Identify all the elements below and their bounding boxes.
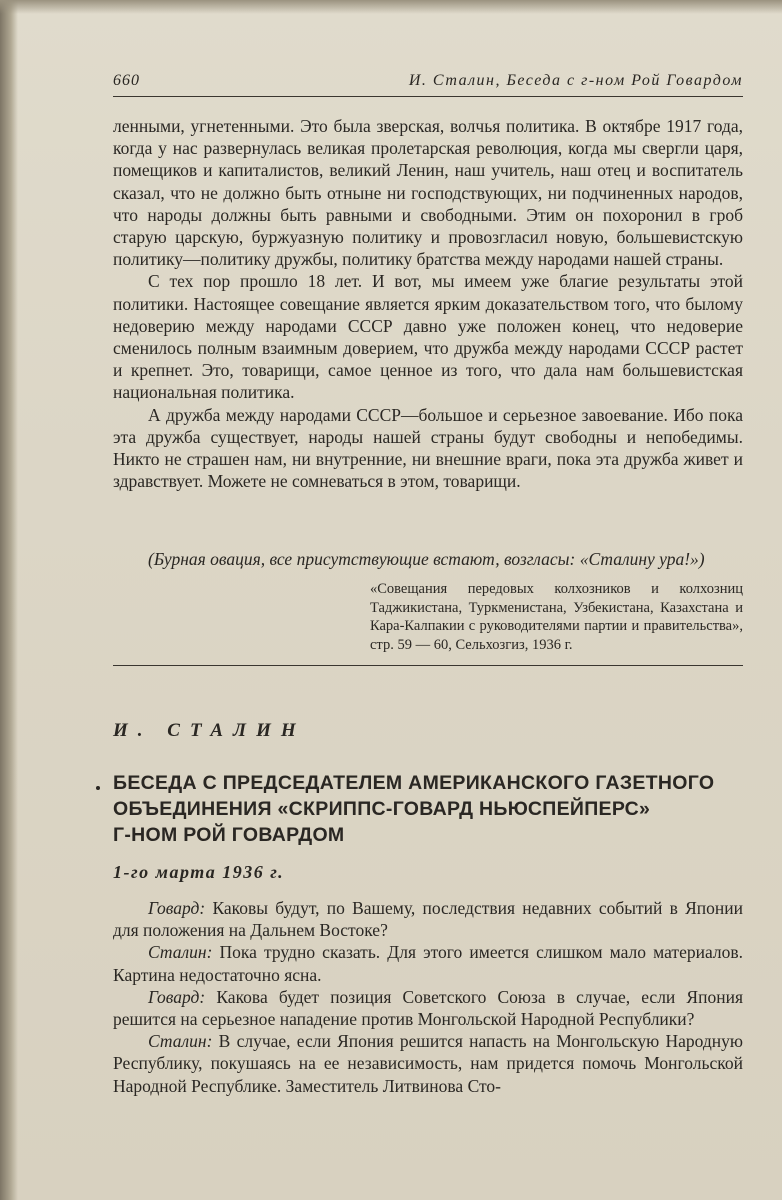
dialogue-line [113,1030,743,1097]
dialogue-text: Какова будет позиция Советского Союза в случае, если Япония решится на серьезное нападение против Монгольской Народной Республики? [113,986,743,1030]
speech-continuation [113,115,743,492]
title-line-2: ОБЪЕДИНЕНИЯ «СКРИППС-ГОВАРД НЬЮСПЕЙПЕРС» [113,798,651,820]
article-author: И. СТАЛИН [113,720,306,741]
dialogue-line [113,941,743,985]
ovation-note: (Бурная овация, все присутствующие встают, возгласы: «Сталину ура!») [148,549,705,569]
article-date: 1-го марта 1936 г. [113,862,285,882]
running-title: И. Сталин, Беседа с г-ном Рой Говардом [408,72,743,89]
title-line-3: Г-НОМ РОЙ ГОВАРДОМ [113,824,345,846]
article-title [113,770,753,848]
title-line-1: БЕСЕДА С ПРЕДСЕДАТЕЛЕМ АМЕРИКАНСКОГО ГАЗЕТНОГО [113,772,715,794]
paragraph-1: ленными, угнетенными. Это была зверская, волчья политика. В октябре 1917 года, когда у нас развернулась великая пролетарская революция, когда мы свергли царя, помещиков и капиталистов, великий Ленин, наш учитель, наш отец и воспитатель сказал, что не должно быть отныне ни господствующих, ни подчиненных народов, что народы должны быть равными и свободными. Этим он похоронил в гроб старую царскую, буржуазную политику и провозгласил новую, большевистскую политику—политику дружбы, политику братства между народами нашей страны. [113,116,743,270]
interview-dialogue [113,897,743,1097]
section-divider [113,665,743,666]
page-number: 660 [113,72,140,89]
page-top-shadow [0,0,782,14]
dialogue-text: В случае, если Япония решится напасть на Монгольскую Народную Республику, покушаясь на ее независимость, нам придется помочь Монгольской Народной Республике. Заместитель Литвинова Сто- [113,1031,743,1096]
source-citation: «Совещания передовых колхозников и колхозниц Таджикистана, Туркменистана, Узбекистана, Казахстана и Кара-Калпакии с руководителями партии и правительства», стр. 59 — 60, Сельхозгиз, 1936 г. [370,581,743,653]
paragraph-2: С тех пор прошло 18 лет. И вот, мы имеем уже благие результаты этой политики. Настоящее совещание является ярким доказательством того, что былому недоверию между народами СССР давно уже положен конец, что недоверие сменилось полным взаимным доверием, что дружба между народами СССР растет и крепнет. Это, товарищи, самое ценное из того, что дала нам большевистская национальная политика. [113,271,743,403]
dialogue-line [113,986,743,1030]
paragraph-3: А дружба между народами СССР—большое и серьезное завоевание. Ибо пока эта дружба существует, народы нашей страны будут свободны и непобедимы. Никто не страшен нам, ни внутренние, ни внешние враги, пока эта дружба живет и здравствует. Можете не сомневаться в этом, товарищи. [113,404,743,492]
speaker-label: Говард: [148,986,206,1007]
dialogue-text: Пока трудно сказать. Для этого имеется слишком мало материалов. Картина недостаточно ясна. [113,942,743,985]
speaker-label: Сталин: [148,942,213,963]
dialogue-line [113,897,743,941]
running-head [113,70,743,96]
page-binding-shadow [0,0,18,1200]
margin-mark [96,786,100,790]
speaker-label: Говард: [148,898,206,918]
speaker-label: Сталин: [148,1031,213,1052]
header-rule [113,96,743,97]
dialogue-text: Каковы будут, по Вашему, последствия недавних событий в Японии для положения на Дальнем Востоке? [113,898,743,941]
